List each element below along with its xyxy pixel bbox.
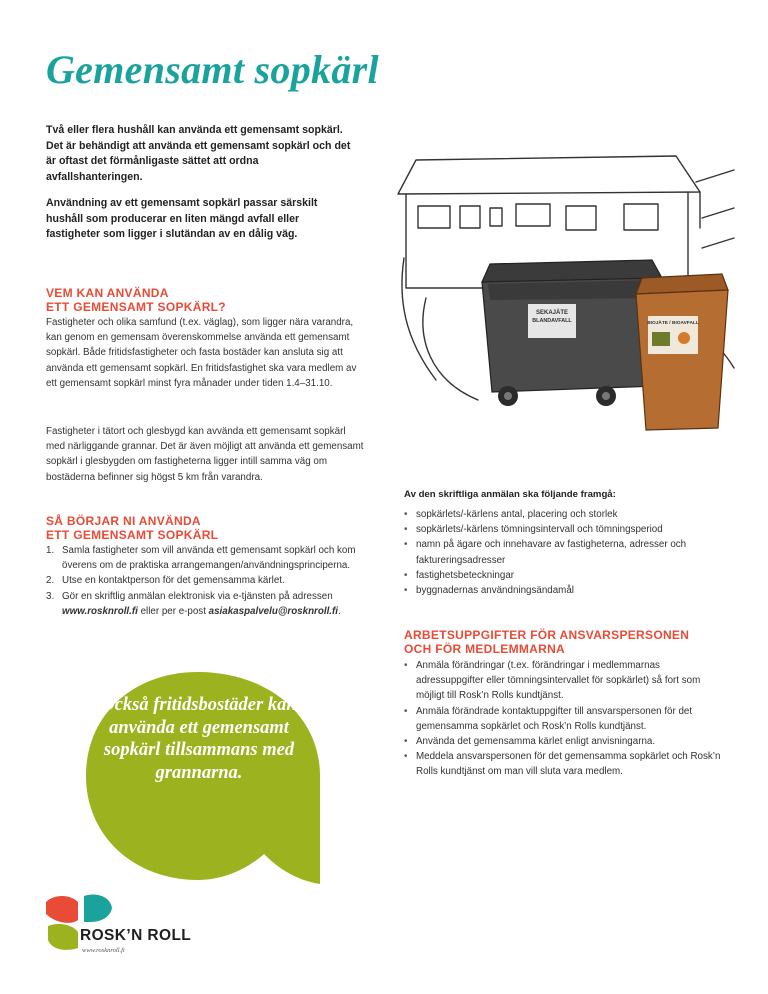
- heading-line: SÅ BÖRJAR NI ANVÄNDA: [46, 514, 201, 528]
- responsibilities-list: [404, 658, 724, 780]
- step-item: [46, 589, 376, 619]
- who-can-use-paragraph-2: Fastigheter i tätort och glesbygd kan avvända ett gemensamt sopkärl med närliggande grannar. Det är även möjligt att använda ett gemensamt sopkärl i glesbygden om fastigheterna ligger intill samma väg om bostäderna befinner sig högst 5 km från varandra.: [46, 426, 364, 483]
- page-title: Gemensamt sopkärl: [46, 47, 379, 92]
- list-item: • namn på ägare och innehavare av fastigheterna, adresser och faktureringsadresser: [404, 537, 724, 567]
- list-item: • Använda det gemensamma kärlet enligt anvisningarna.: [404, 734, 724, 749]
- who-can-use-paragraph-1: Fastigheter och olika samfund (t.ex. väglag), som ligger nära varandra, kan genom en gemensam överenskommelse använda ett gemensamt sopkärl. Både fritidsfastigheter och fasta bostäder kan ansluta sig att använda ett gemensamt sopkärl. En fritidsfastighet ska vara medlem av ett gemensamt sopkärl minst fyra månader under tiden 1.4–31.10.: [46, 317, 357, 389]
- heading-who-can-use: [46, 286, 366, 314]
- bubble-text: Också fritidsbostäder kan använda ett gemensamt sopkärl tillsammans med grannarna.: [101, 695, 297, 783]
- list-item: • Anmäla förändrade kontaktuppgifter till ansvarspersonen för det gemensamma sopkärlet och Rosk’n Rolls kundtjänst.: [404, 704, 724, 734]
- step-number: 1.: [46, 545, 55, 556]
- svg-text:SEKAJÄTE: SEKAJÄTE: [535, 310, 569, 316]
- houses-and-bins-illustration: [396, 148, 736, 458]
- list-item: • Meddela ansvarspersonen för det gemensamma sopkärlet och Rosk’n Rolls kundtjänst om man vill sluta vara medlem.: [404, 749, 724, 779]
- heading-line: ETT GEMENSAMT SOPKÄRL: [46, 528, 219, 542]
- list-item: • byggnadernas användningsändamål: [404, 583, 724, 598]
- heading-line: ARBETSUPPGIFTER FÖR ANSVARSPERSONEN: [404, 628, 690, 642]
- gray-bin-icon: [482, 260, 662, 406]
- intro-paragraph-2: Användning av ett gemensamt sopkärl passar särskilt hushåll som producerar en liten mängd avfall eller fastigheter som ligger i slutändan av en dålig väg.: [46, 197, 318, 241]
- step-item: [46, 573, 376, 588]
- requirements-list: [404, 507, 724, 598]
- step-text: Utse en kontaktperson för det gemensamma kärlet.: [62, 575, 285, 587]
- list-item: • sopkärlets/-kärlens tömningsintervall och tömningsperiod: [404, 522, 724, 537]
- heading-line: OCH FÖR MEDLEMMARNA: [404, 642, 566, 656]
- list-item: • Anmäla förändringar (t.ex. förändringar i medlemmarnas adressuppgifter eller tömningsintervallet för sopkärlet) så fort som möjligt till Rosk’n Rolls kundtjänst.: [404, 658, 724, 704]
- heading-how-to-start: [46, 514, 366, 542]
- step-text: Samla fastigheter som vill använda ett gemensamt sopkärl och kom överens om de praktiska arrangemangen/användningsprinciperna.: [62, 545, 356, 572]
- logo-name: ROSK’N ROLL: [80, 927, 192, 944]
- brown-bin-icon: [636, 274, 728, 430]
- intro-paragraph-1: Två eller flera hushåll kan använda ett gemensamt sopkärl. Det är behändigt att använda ett gemensamt sopkärl och det är oftast det förmånligaste sättet att ordna avfallshanteringen.: [46, 124, 351, 183]
- step-number: 3.: [46, 590, 55, 602]
- step-text: Gör en skriftlig anmälan elektronisk via e-tjänsten på adressen: [62, 590, 333, 602]
- heading-responsibilities: [404, 628, 734, 656]
- svg-text:BIOJÄTE / BIOAVFALL: BIOJÄTE / BIOAVFALL: [647, 321, 699, 326]
- email-link[interactable]: asiakaspalvelu@rosknroll.fi: [208, 605, 339, 617]
- heading-line: VEM KAN ANVÄNDA: [46, 286, 169, 300]
- requirements-title: Av den skriftliga anmälan ska följande framgå:: [404, 489, 616, 500]
- step-item: [46, 543, 376, 573]
- step-number: 2.: [46, 575, 55, 587]
- step-text: .: [338, 605, 341, 617]
- list-item: • sopkärlets/-kärlens antal, placering och storlek: [404, 507, 724, 522]
- step-text: eller per e-post: [137, 605, 209, 617]
- svg-text:BLANDAVFALL: BLANDAVFALL: [532, 318, 572, 324]
- heading-line: ETT GEMENSAMT SOPKÄRL?: [46, 300, 226, 314]
- list-item: • fastighetsbeteckningar: [404, 568, 724, 583]
- logo-url[interactable]: www.rosknroll.fi: [82, 947, 125, 954]
- steps-list: [46, 543, 376, 619]
- website-link[interactable]: www.rosknroll.fi: [62, 605, 138, 617]
